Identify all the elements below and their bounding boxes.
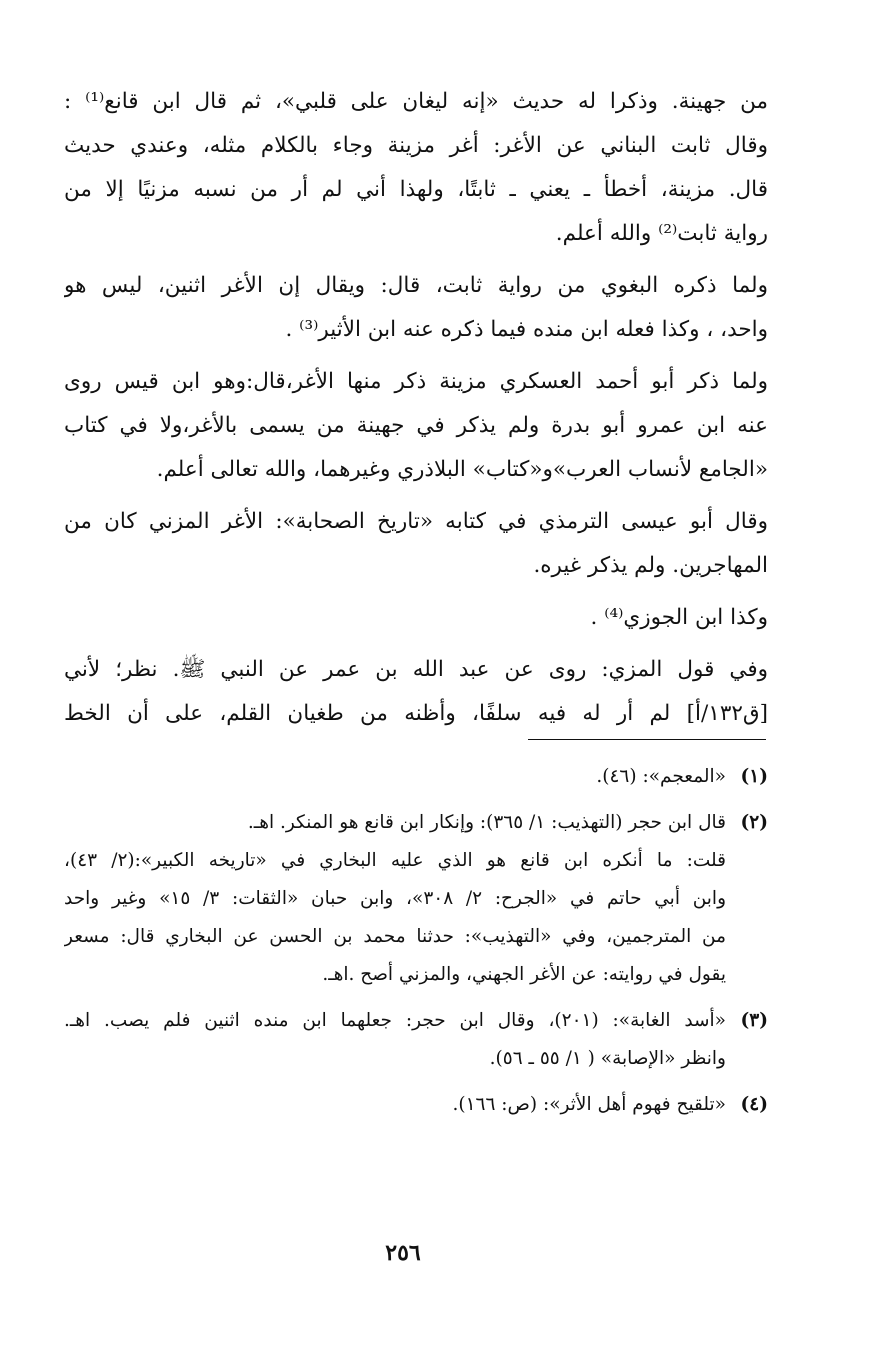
footnote-number: (٣) xyxy=(740,1010,768,1031)
text-line: وقال أبو عيسى الترمذي في كتابه «تاريخ الصحابة»: الأغر المزني كان من xyxy=(64,509,768,534)
footnote-line: من المترجمين، وفي «التهذيب»: حدثنا محمد بن الحسن عن البخاري قال: مسعر xyxy=(64,926,726,947)
text-line: وفي قول المزي: روى عن عبد الله بن عمر عن النبي ﷺ. نظر؛ لأني xyxy=(64,657,768,682)
footnote-line: وابن أبي حاتم في «الجرح: ٢/ ٣٠٨»، وابن حبان «الثقات: ٣/ ١٥» وغير واحد xyxy=(64,888,726,909)
footnote-line: وانظر «الإصابة» ( ١/ ٥٥ ـ ٥٦). xyxy=(489,1048,726,1069)
text-line: وقال ثابت البناني عن الأغر: أغر مزينة وجاء بالكلام مثله، وعندي حديث xyxy=(64,133,768,158)
footnote-line: «المعجم»: (٤٦). xyxy=(596,766,726,787)
text-line: المهاجرين. ولم يذكر غيره. xyxy=(533,553,768,578)
footnote-text xyxy=(64,1002,726,1078)
footnote xyxy=(64,758,768,796)
footnote-text xyxy=(64,804,726,994)
text-line: [ق١٣٢/أ] لم أر له فيه سلفًا، وأظنه من طغيان القلم، على أن الخط xyxy=(64,701,768,726)
footnote-text xyxy=(64,1086,726,1124)
paragraph xyxy=(64,648,768,736)
footnote xyxy=(64,1002,768,1078)
footnote xyxy=(64,804,768,994)
text-line: من جهينة. وذكرا له حديث «إنه ليغان على قلبي»، ثم قال ابن قانع⁽¹⁾ : xyxy=(64,89,768,114)
text-line: رواية ثابت⁽²⁾ والله أعلم. xyxy=(555,221,768,246)
paragraph xyxy=(64,360,768,492)
footnote-separator xyxy=(528,739,766,740)
paragraph xyxy=(64,596,768,640)
footnote-line: «أسد الغابة»: (٢٠١)، وقال ابن حجر: جعلهما ابن منده اثنين فلم يصب. اهـ. xyxy=(64,1010,726,1031)
text-line: ولما ذكره البغوي من رواية ثابت، قال: ويقال إن الأغر اثنين، ليس هو xyxy=(64,273,768,298)
footnote-line: قال ابن حجر (التهذيب: ١/ ٣٦٥): وإنكار ابن قانع هو المنكر. اهـ. xyxy=(247,812,726,833)
footnote-text xyxy=(64,758,726,796)
footnotes xyxy=(64,758,768,1132)
paragraph xyxy=(64,500,768,588)
paragraph xyxy=(64,264,768,352)
footnote-line: «تلقيح فهوم أهل الأثر»: (ص: ١٦٦). xyxy=(452,1094,726,1115)
text-line: «الجامع لأنساب العرب»و«كتاب» البلاذري وغيرهما، والله تعالى أعلم. xyxy=(156,457,768,482)
footnote-number: (١) xyxy=(740,766,768,787)
text-line: وكذا ابن الجوزي⁽⁴⁾ . xyxy=(590,605,768,630)
footnote xyxy=(64,1086,768,1124)
footnote-line: قلت: ما أنكره ابن قانع هو الذي عليه البخاري في «تاريخه الكبير»:(٢/ ٤٣)، xyxy=(64,850,726,871)
main-text xyxy=(64,80,768,744)
footnote-number: (٤) xyxy=(740,1094,768,1115)
footnote-number: (٢) xyxy=(740,812,768,833)
footnote-line: يقول في روايته: عن الأغر الجهني، والمزني أصح .اهـ. xyxy=(322,964,726,985)
paragraph xyxy=(64,80,768,256)
page-number: ٢٥٦ xyxy=(385,1240,421,1266)
text-line: ولما ذكر أبو أحمد العسكري مزينة ذكر منها الأغر،قال:وهو ابن قيس روى xyxy=(64,369,768,394)
text-line: عنه ابن عمرو أبو بدرة ولم يذكر في جهينة من يسمى بالأغر،ولا في كتاب xyxy=(64,413,768,438)
text-line: قال. مزينة، أخطأ ـ يعني ـ ثابتًا، ولهذا أني لم أر من نسبه مزنيًا إلا من xyxy=(64,177,768,202)
text-line: واحد، ، وكذا فعله ابن منده فيما ذكره عنه ابن الأثير⁽³⁾ . xyxy=(285,317,768,342)
